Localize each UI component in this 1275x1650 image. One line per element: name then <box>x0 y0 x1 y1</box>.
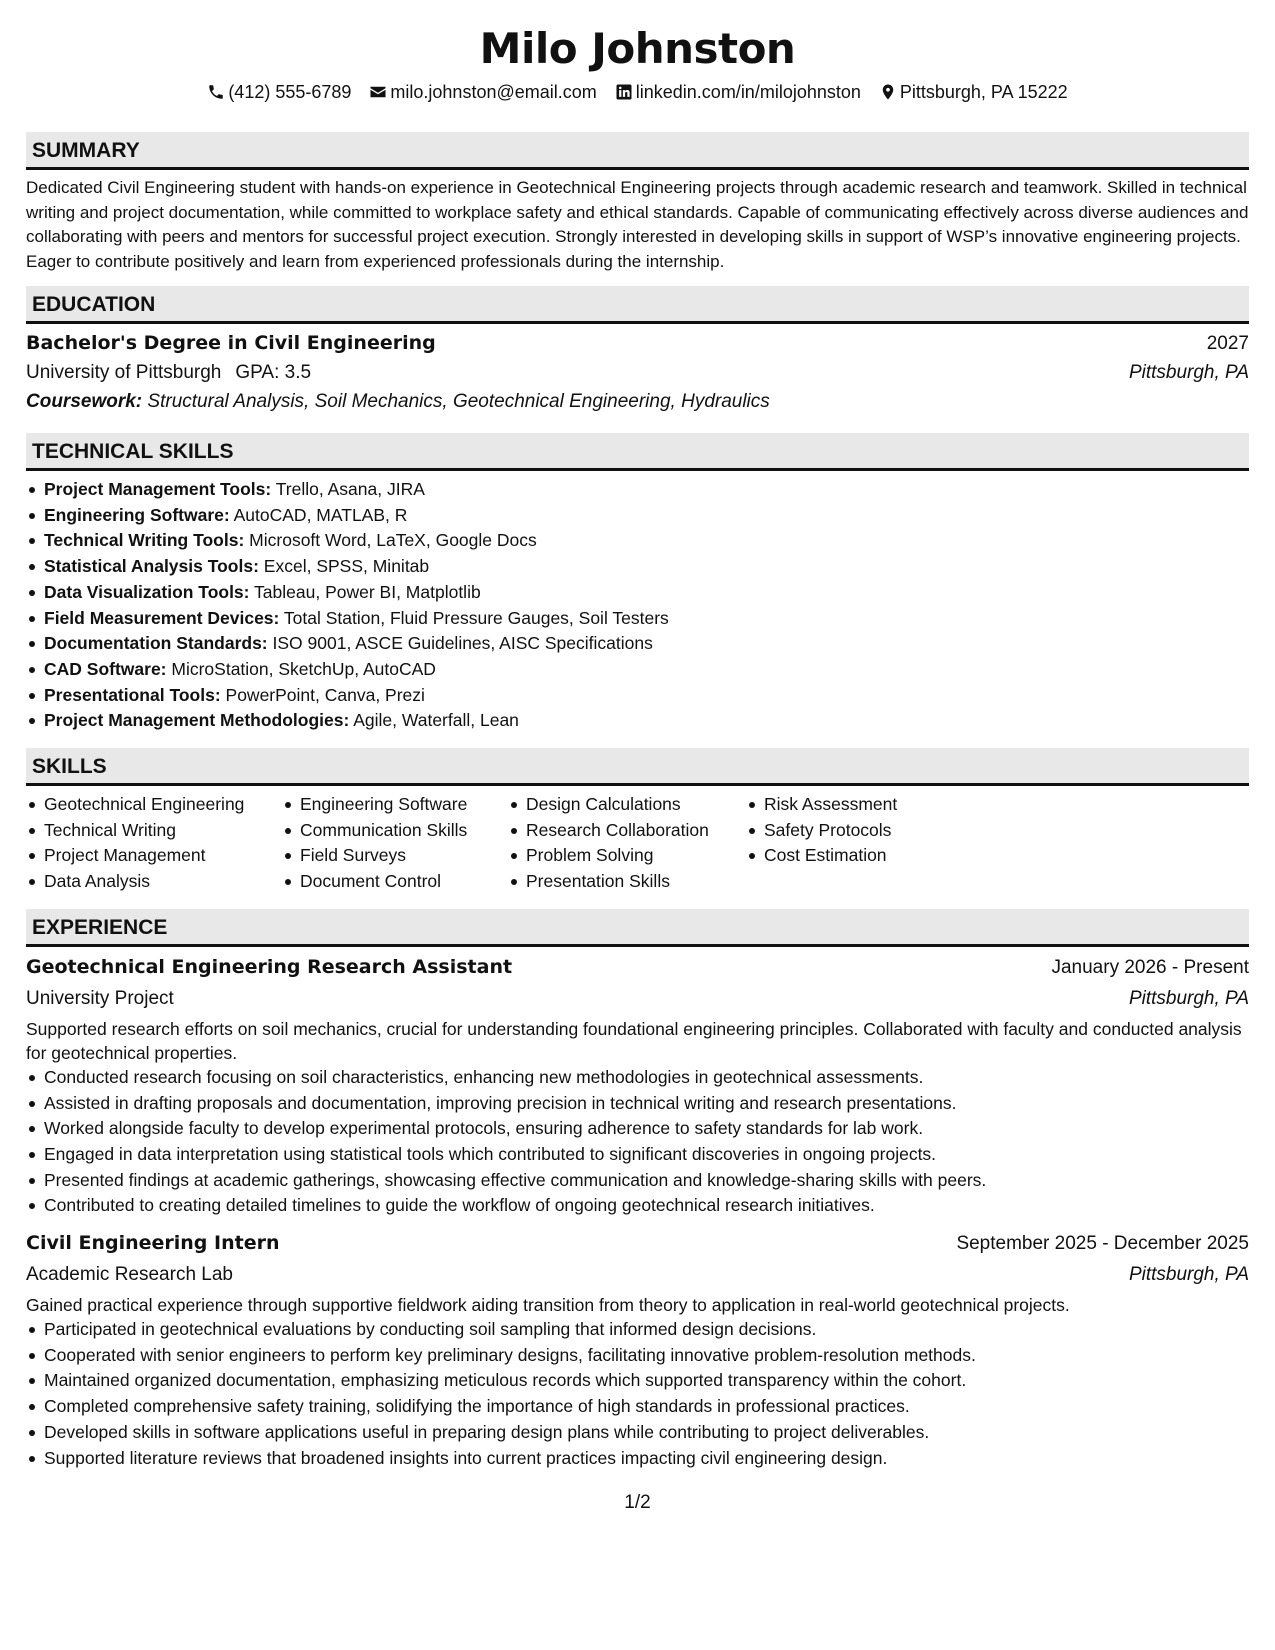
tech-skill-label: CAD Software: <box>44 658 167 679</box>
list-item: Cooperated with senior engineers to perform key preliminary designs, facilitating innovative problem-resolution methods. <box>26 1343 1249 1369</box>
list-item: Presentation Skills <box>508 869 746 895</box>
section-header-experience: EXPERIENCE <box>26 909 1249 947</box>
list-item <box>26 708 1249 734</box>
list-item: Geotechnical Engineering <box>26 792 282 818</box>
list-item: Risk Assessment <box>746 792 966 818</box>
section-header-skills: SKILLS <box>26 748 1249 786</box>
list-item: Technical Writing <box>26 818 282 844</box>
section-header-technical-skills: TECHNICAL SKILLS <box>26 433 1249 471</box>
summary-text: Dedicated Civil Engineering student with hands-on experience in Geotechnical Engineering projects through academic research and teamwork. Skilled in technical writing and project documentation, while committed to workplace safety and ethical standards. Capable of communicating effectively across diverse audiences and collaborating with peers and mentors for successful project execution. Strongly interested in developing skills in support of WSP’s innovative engineering projects. Eager to contribute positively and learn from experienced professionals during the internship. <box>26 178 1249 271</box>
job-location: Pittsburgh, PA <box>1128 987 1249 1009</box>
job-bullets <box>26 1317 1249 1471</box>
education-location: Pittsburgh, PA <box>1128 362 1249 383</box>
list-item <box>26 477 1249 503</box>
list-item <box>26 580 1249 606</box>
job-title: Civil Engineering Intern <box>26 1232 280 1255</box>
tech-skill-label: Engineering Software: <box>44 504 230 525</box>
tech-skill-value: Microsoft Word, LaTeX, Google Docs <box>249 530 537 551</box>
phone-icon <box>207 83 225 101</box>
tech-skill-label: Field Measurement Devices: <box>44 607 280 628</box>
resume-page <box>26 0 1249 1471</box>
list-item: Maintained organized documentation, emphasizing meticulous records which supported transparency within the cohort. <box>26 1368 1249 1394</box>
email-text: milo.johnston@email.com <box>390 82 597 102</box>
skills-column <box>26 792 282 895</box>
list-item: Presented findings at academic gatherings, showcasing effective communication and knowledge-sharing skills with peers. <box>26 1168 1249 1194</box>
job-description: Gained practical experience through supportive fieldwork aiding transition from theory to application in real-world geotechnical projects. <box>26 1295 1070 1316</box>
experience-entry <box>26 951 1249 1219</box>
skills-column <box>508 792 746 895</box>
tech-skill-value: Excel, SPSS, Minitab <box>263 556 430 577</box>
list-item: Design Calculations <box>508 792 746 818</box>
tech-skill-value: Agile, Waterfall, Lean <box>353 710 519 731</box>
list-item: Problem Solving <box>508 843 746 869</box>
tech-skill-value: MicroStation, SketchUp, AutoCAD <box>171 658 436 679</box>
list-item: Cost Estimation <box>746 843 966 869</box>
list-item: Participated in geotechnical evaluations by conducting soil sampling that informed design decisions. <box>26 1317 1249 1343</box>
list-item: Safety Protocols <box>746 818 966 844</box>
phone-text: (412) 555-6789 <box>228 82 352 102</box>
job-dates: January 2026 - Present <box>1051 956 1249 978</box>
list-item: Developed skills in software applications useful in preparing design plans while contributing to project deliverables. <box>26 1420 1249 1446</box>
experience-entry <box>26 1227 1249 1471</box>
contact-linkedin[interactable] <box>615 80 861 104</box>
tech-skill-label: Project Management Methodologies: <box>44 710 350 731</box>
technical-skills-list <box>26 477 1249 734</box>
page-number: 1/2 <box>624 1492 651 1513</box>
list-item: Communication Skills <box>282 818 508 844</box>
tech-skill-label: Presentational Tools: <box>44 684 221 705</box>
skills-column <box>282 792 508 895</box>
coursework-list: Structural Analysis, Soil Mechanics, Geotechnical Engineering, Hydraulics <box>147 391 770 412</box>
section-header-education: EDUCATION <box>26 286 1249 324</box>
tech-skill-label: Statistical Analysis Tools: <box>44 556 259 577</box>
contact-location <box>879 80 1068 104</box>
tech-skill-label: Project Management Tools: <box>44 479 272 499</box>
job-bullets <box>26 1065 1249 1219</box>
list-item <box>26 631 1249 657</box>
envelope-icon <box>369 83 387 101</box>
list-item <box>26 554 1249 580</box>
list-item: Field Surveys <box>282 843 508 869</box>
tech-skill-value: Trello, Asana, JIRA <box>275 479 425 499</box>
list-item: Worked alongside faculty to develop experimental protocols, ensuring adherence to safety standards for lab work. <box>26 1116 1249 1142</box>
candidate-name: Milo Johnston <box>479 24 796 73</box>
school-name: University of Pittsburgh <box>26 362 222 383</box>
map-pin-icon <box>879 83 897 101</box>
list-item: Supported literature reviews that broadened insights into current practices impacting civil engineering design. <box>26 1446 1249 1472</box>
tech-skill-label: Documentation Standards: <box>44 633 268 654</box>
coursework-label: Coursework: <box>26 391 143 412</box>
list-item: Assisted in drafting proposals and documentation, improving precision in technical writing and research presentations. <box>26 1091 1249 1117</box>
education-entry <box>26 328 1249 417</box>
job-title: Geotechnical Engineering Research Assistant <box>26 955 513 978</box>
tech-skill-label: Data Visualization Tools: <box>44 581 250 602</box>
list-item: Engineering Software <box>282 792 508 818</box>
linkedin-text: linkedin.com/in/milojohnston <box>635 82 861 102</box>
tech-skill-value: ISO 9001, ASCE Guidelines, AISC Specifications <box>272 633 653 654</box>
contact-bar <box>26 80 1249 104</box>
list-item: Research Collaboration <box>508 818 746 844</box>
skills-grid <box>26 792 1249 895</box>
contact-email[interactable] <box>369 80 596 104</box>
list-item: Completed comprehensive safety training, solidifying the importance of high standards in professional practices. <box>26 1394 1249 1420</box>
tech-skill-label: Technical Writing Tools: <box>44 530 245 551</box>
job-org: University Project <box>26 987 174 1009</box>
list-item <box>26 528 1249 554</box>
list-item <box>26 683 1249 709</box>
job-org: Academic Research Lab <box>26 1264 233 1286</box>
location-text: Pittsburgh, PA 15222 <box>899 82 1068 102</box>
list-item: Conducted research focusing on soil characteristics, enhancing new methodologies in geotechnical assessments. <box>26 1065 1249 1091</box>
list-item <box>26 657 1249 683</box>
linkedin-icon <box>615 83 633 101</box>
school-line <box>26 359 311 387</box>
degree-title: Bachelor's Degree in Civil Engineering <box>26 332 436 354</box>
list-item: Document Control <box>282 869 508 895</box>
list-item <box>26 606 1249 632</box>
tech-skill-value: AutoCAD, MATLAB, R <box>233 504 408 525</box>
list-item: Project Management <box>26 843 282 869</box>
list-item: Data Analysis <box>26 869 282 895</box>
job-location: Pittsburgh, PA <box>1128 1264 1249 1286</box>
list-item: Contributed to creating detailed timelines to guide the workflow of ongoing geotechnical research initiatives. <box>26 1193 1249 1219</box>
skills-column <box>746 792 966 895</box>
tech-skill-value: Total Station, Fluid Pressure Gauges, Soil Testers <box>283 607 669 628</box>
list-item: Engaged in data interpretation using statistical tools which contributed to significant discoveries in ongoing projects. <box>26 1142 1249 1168</box>
list-item <box>26 503 1249 529</box>
tech-skill-value: PowerPoint, Canva, Prezi <box>225 684 425 705</box>
section-header-summary: SUMMARY <box>26 132 1249 170</box>
graduation-year: 2027 <box>1206 333 1249 354</box>
contact-phone[interactable] <box>207 80 351 104</box>
job-description: Supported research efforts on soil mechanics, crucial for understanding foundational engineering principles. Collaborated with faculty and conducted analysis for geotechnical properties. <box>26 1018 1242 1063</box>
gpa: GPA: 3.5 <box>235 362 312 383</box>
coursework-line <box>26 387 1249 417</box>
job-dates: September 2025 - December 2025 <box>956 1233 1249 1255</box>
tech-skill-value: Tableau, Power BI, Matplotlib <box>254 581 481 602</box>
